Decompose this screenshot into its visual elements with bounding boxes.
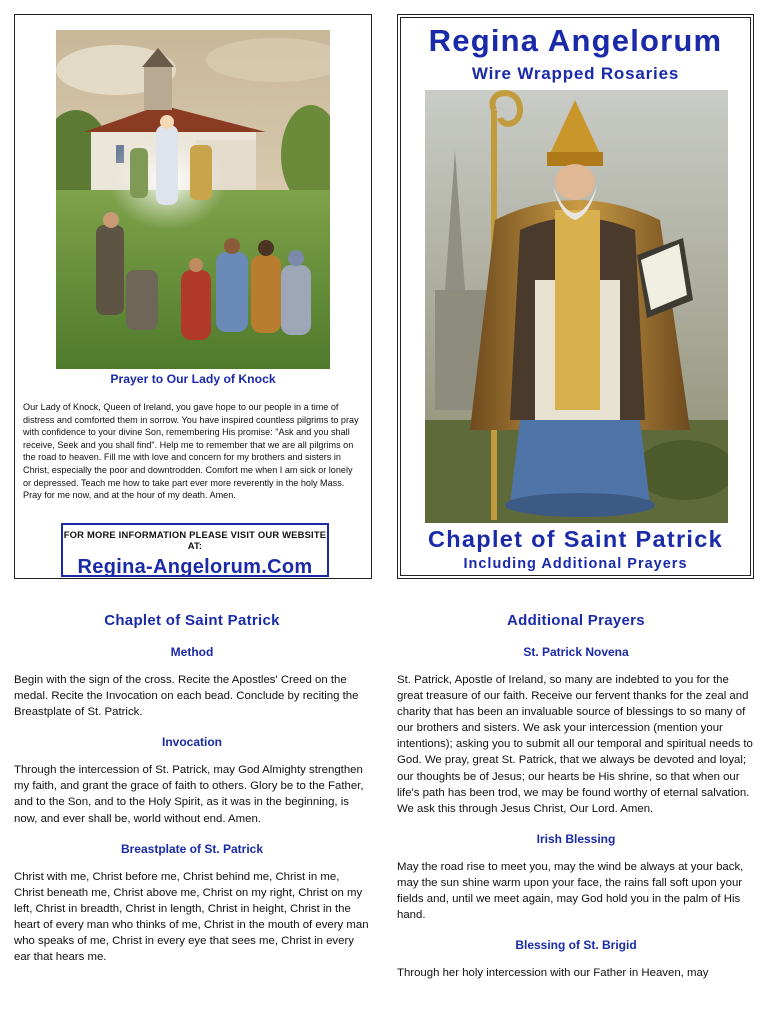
chaplet-title: Chaplet of Saint Patrick (428, 526, 723, 552)
novena-heading: St. Patrick Novena (523, 645, 629, 659)
saint-patrick-image (425, 90, 728, 523)
website-link[interactable]: Regina-Angelorum.Com (77, 556, 313, 578)
knock-prayer-text: Our Lady of Knock, Queen of Ireland, you gave hope to our people in a time of distress and comforted them in sorrow. You have inspired countless pilgrims to pray with confidence to your divine Son, remembering His promise: "Ask and you shall receive, Seek and you shall find". Help me to remember that we are all pilgrims on the road to heaven. Fill me with love and concern for my brothers and sisters in Christ, especially the poor and downtrodden. Comfort me when I am sick or lonely or depressed. Teach me how to take part ever more reverently in the holy Mass. Pray for me now, and at the hour of my death. Amen. (23, 402, 359, 501)
invocation-heading: Invocation (161, 735, 222, 750)
website-label: FOR MORE INFORMATION PLEASE VISIT OUR WEBSITE AT: (63, 529, 327, 551)
additional-prayers-heading: Additional Prayers (507, 612, 645, 629)
breastplate-text: Christ with me, Christ before me, Christ behind me, Christ in me, Christ beneath me, Christ above me, Christ on my right, Christ on my left, Christ in breadth, Christ in length, Christ in height, Christ in the heart of every man who thinks of me, Christ in the mouth of every man who speaks of me, Christ in every eye that sees me, Christ in every ear that hears me. (14, 870, 369, 964)
chaplet-heading: Chaplet of Saint Patrick (104, 612, 280, 629)
invocation-text: Through the intercession of St. Patrick, may God Almighty strengthen my faith, and grant the grace of faith to others. Glory be to the Father, and to the Son, and to the Holy Spirit, as it was in the beginning, is now, and ever shall be, world without end. Amen. (14, 764, 364, 825)
method-text: Begin with the sign of the cross. Recite the Apostles' Creed on the medal. Recite the Invocation on each bead. Conclude by reciting the Breastplate of St. Patrick. (14, 674, 359, 719)
additional-prayers-column (397, 600, 755, 981)
novena-text: St. Patrick, Apostle of Ireland, so many are indebted to you for the great treasure of our faith. Receive our fervent thanks for the zeal and charity that has been an invaluable source of blessings to so many of our brothers and sisters. We ask your intercession (mention your intentions); asking you to submit all our temporal and spiritual needs to God. We pray, great St. Patrick, that we always be devoted and loyal; our thoughts be of Jesus; our hearts be His shrine, so that when our life's path has been trod, we may be found worthy of eternal salvation. We ask this through Jesus Christ, Our Lord. Amen. (397, 674, 753, 815)
brigid-text: Through her holy intercession with our Father in Heaven, may (397, 967, 709, 980)
chaplet-subtitle: Including Additional Prayers (463, 556, 688, 572)
breastplate-heading: Breastplate of St. Patrick (120, 841, 264, 856)
knock-prayer-title: Prayer to Our Lady of Knock (110, 372, 276, 386)
chaplet-column (14, 600, 370, 965)
our-lady-of-knock-image (56, 30, 330, 369)
knock-panel (14, 14, 372, 579)
website-box (61, 523, 329, 577)
irish-blessing-text: May the road rise to meet you, may the wind be always at your back, may the sun shine warm upon your face, the rains fall soft upon your fields and, until we meet again, may God hold you in the palm of His hand. (397, 860, 744, 922)
brand-title: Regina Angelorum (428, 23, 723, 58)
brand-panel (397, 14, 754, 579)
method-heading: Method (170, 645, 214, 659)
brand-panel-border (400, 17, 751, 576)
brigid-heading: Blessing of St. Brigid (515, 938, 637, 953)
irish-blessing-heading: Irish Blessing (536, 831, 616, 846)
brand-subtitle: Wire Wrapped Rosaries (471, 64, 680, 83)
